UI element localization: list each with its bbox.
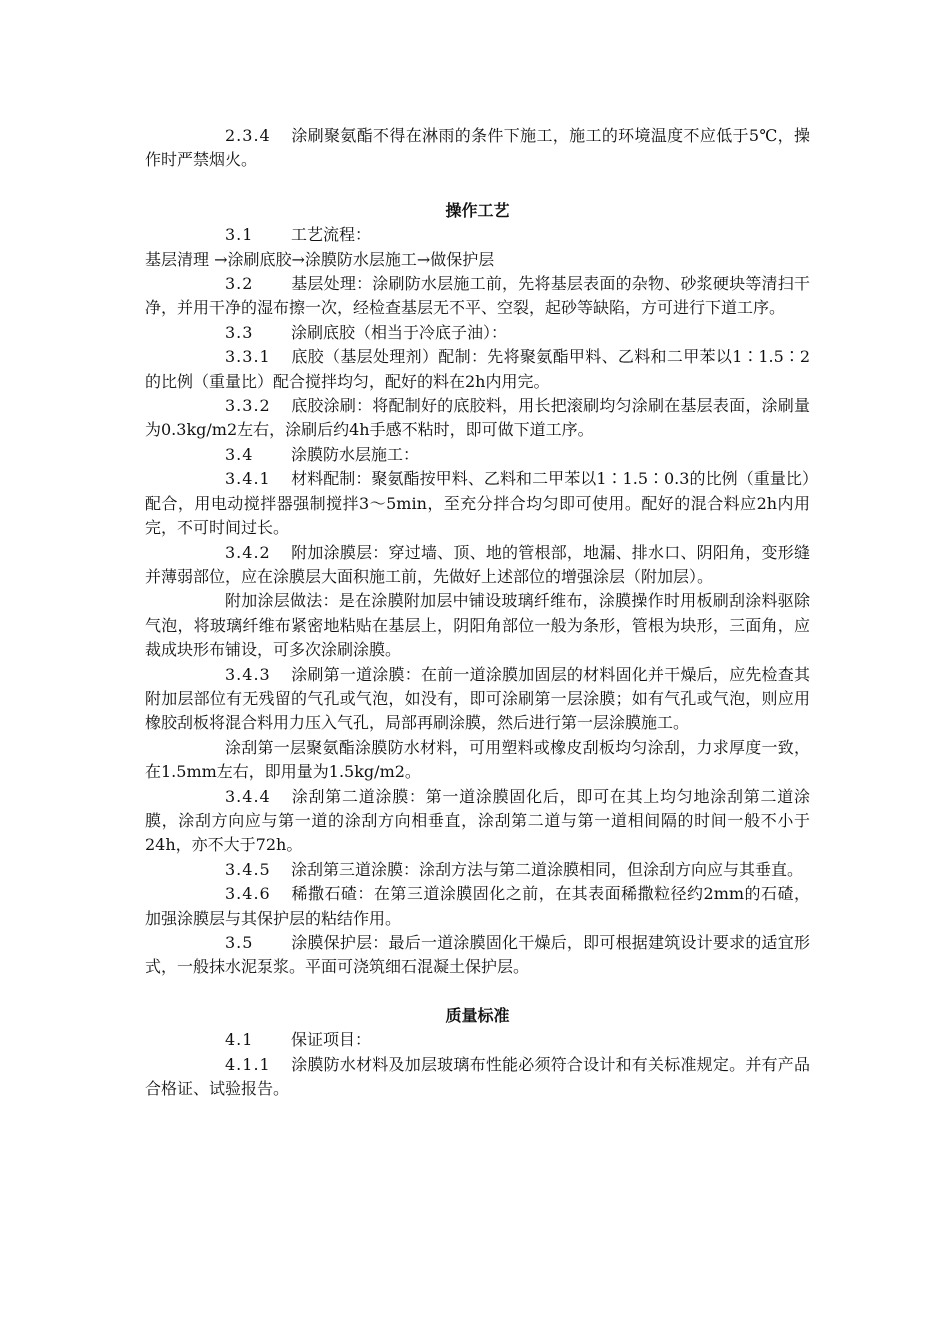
paragraph-3-1 [145, 223, 810, 247]
clause-number: 3.4.1 [225, 469, 271, 489]
clause-text: 工艺流程： [291, 225, 372, 245]
clause-number: 3.4.3 [225, 664, 271, 684]
clause-text: 附加涂膜层：穿过墙、顶、地的管根部，地漏、排水口、阴阳角，变形缝并薄弱部位，应在涂膜层大面积施工前，先做好上述部位的增强涂层（附加层）。 [145, 542, 810, 586]
clause-text: 涂膜防水材料及加层玻璃布性能必须符合设计和有关标准规定。并有产品合格证、试验报告。 [145, 1054, 810, 1099]
paragraph-3-3-2 [145, 394, 810, 443]
clause-text: 基层处理：涂刷防水层施工前，先将基层表面的杂物、砂浆硬块等清扫干净，并用干净的湿布擦一次，经检查基层无不平、空裂，起砂等缺陷，方可进行下道工序。 [145, 274, 810, 318]
clause-number: 3.4.6 [225, 884, 271, 904]
clause-text: 涂刷聚氨酯不得在淋雨的条件下施工，施工的环境温度不应低于5℃，操作时严禁烟火。 [145, 126, 810, 170]
clause-number: 2.3.4 [225, 126, 271, 145]
clause-number: 3.2 [225, 274, 254, 294]
clause-number: 3.3.2 [225, 396, 271, 416]
section-heading-quality-standard: 质量标准 [445, 1005, 510, 1025]
paragraph-first-layer-scraping: 涂刮第一层聚氨酯涂膜防水材料，可用塑料或橡皮刮板均匀涂刮，力求厚度一致，在1.5mm左右，即用量为1.5kg/m2。 [145, 737, 810, 782]
paragraph-3-4-1 [145, 467, 810, 540]
clause-text: 材料配制：聚氨酯按甲料、乙料和二甲苯以1∶1.5∶0.3的比例（重量比）配合，用电动搅拌器强制搅拌3～5min，至充分拌合均匀即可使用。配好的混合料应2h内用完，不可时间过长。 [145, 469, 810, 538]
clause-number: 3.4.4 [225, 786, 271, 806]
clause-number: 3.4 [225, 444, 254, 464]
clause-text: 底胶（基层处理剂）配制：先将聚氨酯甲料、乙料和二甲苯以1∶1.5∶2的比例（重量比）配合搅拌均匀，配好的料在2h内用完。 [145, 347, 810, 391]
paragraph-additional-layer-method: 附加涂层做法：是在涂膜附加层中铺设玻璃纤维布，涂膜操作时用板刷刮涂料驱除气泡，将玻璃纤维布紧密地粘贴在基层上，阴阳角部位一般为条形，管根为块形，三面角，应裁成块形布铺设，可多次涂刷涂膜。 [145, 591, 810, 660]
clause-number: 3.4.5 [225, 859, 271, 879]
document-page [145, 124, 810, 1101]
clause-text: 保证项目： [291, 1030, 372, 1050]
clause-number: 3.3.1 [225, 347, 271, 367]
clause-number: 3.4.2 [225, 542, 271, 562]
clause-text: 涂刮第三道涂膜：涂刮方法与第二道涂膜相同，但涂刮方向应与其垂直。 [291, 859, 804, 879]
clause-text: 底胶涂刷：将配制好的底胶料，用长把滚刷均匀涂刷在基层表面，涂刷量为0.3kg/m2左右，涂刷后约4h手感不粘时，即可做下道工序。 [145, 396, 810, 440]
clause-number: 4.1.1 [225, 1054, 271, 1074]
paragraph-3-4-4 [145, 785, 810, 858]
clause-number: 3.5 [225, 933, 254, 952]
paragraph-3-4 [145, 443, 810, 467]
paragraph-3-4-3 [145, 663, 810, 736]
clause-text: 稀撒石碴：在第三道涂膜固化之前，在其表面稀撒粒径约2mm的石碴，加强涂膜层与其保护层的粘结作用。 [145, 884, 810, 928]
clause-text: 涂膜保护层：最后一道涂膜固化干燥后，即可根据建筑设计要求的适宜形式，一般抹水泥泵浆。平面可浇筑细石混凝土保护层。 [145, 933, 810, 977]
clause-text: 涂刷第一道涂膜：在前一道涂膜加固层的材料固化并干燥后，应先检查其附加层部位有无残留的气孔或气泡，如没有，即可涂刷第一层涂膜；如有气孔或气泡，则应用橡胶刮板将混合料用力压入气孔，局部再刷涂膜，然后进行第一层涂膜施工。 [145, 664, 810, 733]
clause-number: 3.3 [225, 322, 254, 342]
clause-number: 3.1 [225, 225, 254, 245]
clause-text: 涂刮第二道涂膜：第一道涂膜固化后，即可在其上均匀地涂刮第二道涂膜，涂刮方向应与第一道的涂刮方向相垂直，涂刮第二道与第一道相间隔的时间一般不小于24h，亦不大于72h。 [145, 786, 810, 855]
paragraph-2-3-4 [145, 124, 810, 173]
paragraph-3-3 [145, 321, 810, 345]
clause-text: 涂刷底胶（相当于冷底子油）： [291, 322, 508, 342]
clause-number: 4.1 [225, 1030, 254, 1050]
process-flow: 基层清理 →涂刷底胶→涂膜防水层施工→做保护层 [145, 249, 495, 269]
clause-text: 涂膜防水层施工： [291, 444, 420, 464]
paragraph-3-4-2 [145, 541, 810, 590]
section-heading-operation-process: 操作工艺 [445, 200, 510, 220]
paragraph-3-4-5 [145, 858, 810, 882]
paragraph-4-1-1 [145, 1053, 810, 1102]
paragraph-3-5 [145, 931, 810, 980]
paragraph-3-2 [145, 272, 810, 321]
paragraph-3-4-6 [145, 882, 810, 931]
paragraph-3-3-1 [145, 345, 810, 394]
paragraph-4-1 [145, 1028, 810, 1052]
